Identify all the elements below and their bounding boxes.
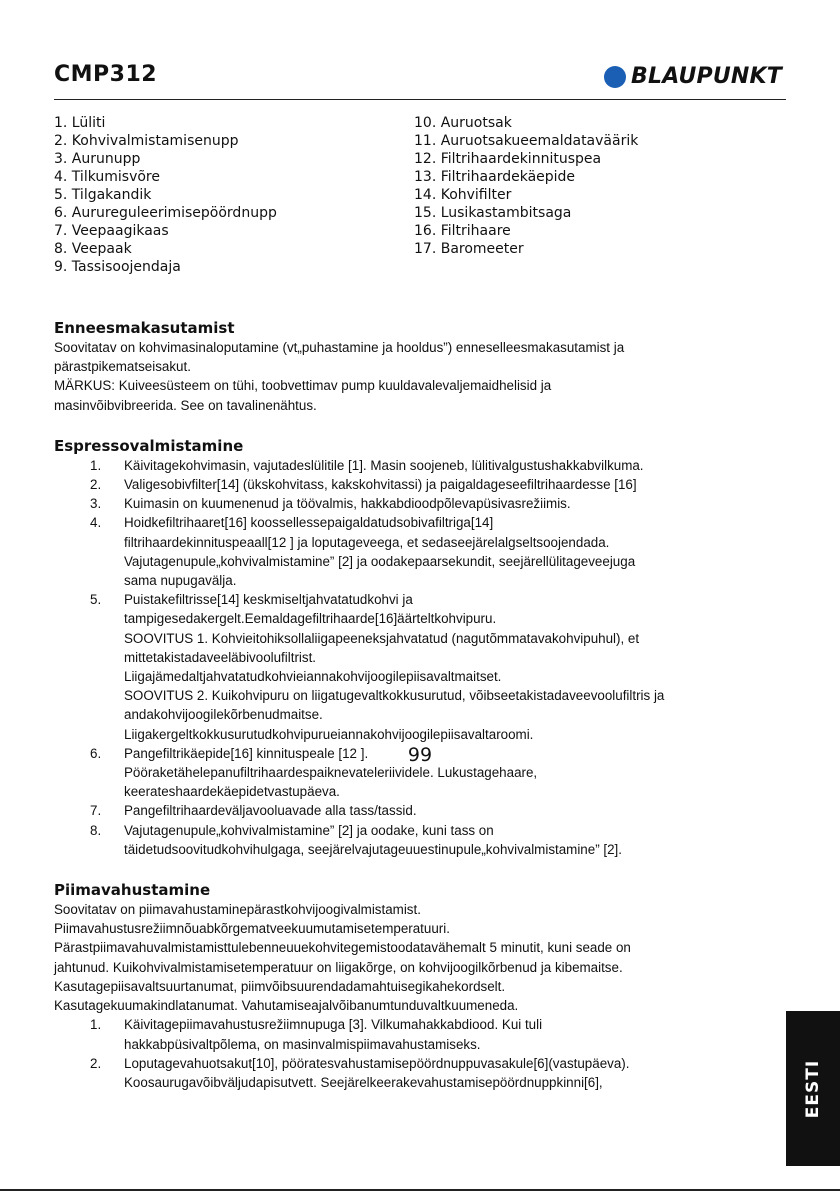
step-item [54,513,788,590]
step-line: keerateshaardekäepidetvastupäeva. [124,784,340,800]
section-title: Enneesmakasutamist [54,319,235,337]
brand-name: BLAUPUNKT [631,64,782,89]
step-line: Pangefiltrikäepide[16] kinnituspeale [12 ]. [124,745,369,761]
step-item [54,494,788,513]
step-line: Loputagevahuotsakut[10], pööratesvahustamisepöördnuppuvasakule[6](vastupäeva). [124,1055,630,1071]
step-item [54,456,788,475]
parts-list-left [54,114,277,276]
step-number: 6. [90,745,102,761]
footer-divider [0,1189,840,1191]
brand-logo [604,64,782,89]
step-line: Liigajämedaltjahvatatudkohvieiannakohvijoogilepiisavaltmaitset. [124,669,502,685]
step-line: Puistakefiltrisse[14] keskmiseltjahvatatudkohvi ja [124,592,413,608]
paragraph-line: pärastpikematseisakut. [54,359,191,375]
step-line: Käivitagepiimavahustusrežiimnupuga [3]. Vilkumahakkabdiood. Kui tuli [124,1017,543,1033]
part-item: 8. Veepaak [54,241,132,257]
section-title: Piimavahustamine [54,881,211,900]
step-item [54,590,788,744]
step-line: Hoidkefiltrihaaret[16] koossellessepaigaldatudsobivafiltriga[14] [124,515,494,531]
paragraph-line: jahtunud. Kuikohvivalmistamisetemperatuur on liigakõrge, on kohvijoogilkõrbenud ja kibemaitse. [54,959,623,975]
part-item: 11. Auruotsakueemaldataväärik [414,133,639,149]
paragraph-line: Pärastpiimavahuvalmistamisttulebenneuuekohvitegemistoodatavähemalt 5 minutit, kuni seade on [54,940,631,956]
part-item: 7. Veepaagikaas [54,223,169,239]
step-number: 1. [90,1017,102,1033]
section-milk-frothing [54,880,788,1092]
step-number: 4. [90,515,102,531]
parts-list-right [414,114,638,258]
step-number: 8. [90,822,102,838]
part-item: 3. Aurunupp [54,151,141,167]
step-item [54,1054,788,1092]
part-item: 9. Tassisoojendaja [54,259,181,275]
language-tab-label: EESTI [803,1059,824,1118]
part-item: 10. Auruotsak [414,115,512,131]
step-line: Käivitagekohvimasin, vajutadeslülitile [1]. Masin soojeneb, lülitivalgustushakkabvilkuma. [124,457,644,473]
step-line: Koosaurugavõibväljudapisutvett. Seejärelkeerakevahustamisepöördnuppkinni[6], [124,1074,603,1090]
step-line: SOOVITUS 2. Kuikohvipuru on liigatugevaltkokkusurutud, võibseetakistadaveevoolufiltris ja [124,688,665,704]
section-first-use [54,318,788,415]
header-divider [54,99,786,100]
step-number: 2. [90,477,102,493]
step-line: Valigesobivfilter[14] (ükskohvitass, kakskohvitassi) ja paigaldageseefiltrihaardesse [16] [124,477,637,493]
language-tab [786,1011,840,1166]
step-line: hakkabpüsivaltpõlema, on masinvalmispiimavahustamiseks. [124,1036,481,1052]
part-item: 6. Aurureguleerimisepöördnupp [54,205,277,221]
step-item [54,475,788,494]
step-line: filtrihaardekinnituspeaall[12 ] ja loputageveega, et sedaseejärelalgseltsoojendada. [124,534,610,550]
part-item: 17. Baromeeter [414,241,524,257]
paragraph-line: Soovitatav on kohvimasinaloputamine (vt„puhastamine ja hooldus”) enneselleesmakasutamist ja [54,340,625,355]
part-item: 13. Filtrihaardekäepide [414,169,576,185]
step-line: Pööraketähelepanufiltrihaardespaiknevateleriividele. Lukustagehaare, [124,765,538,781]
brand-dot-icon [604,66,626,88]
part-item: 15. Lusikastambitsaga [414,205,572,221]
step-line: sama nupugavälja. [124,573,237,589]
paragraph-line: MÄRKUS: Kuiveesüsteem on tühi, toobvettimav pump kuuldavalevaljemaidhelisid ja [54,378,552,394]
part-item: 4. Tilkumisvõre [54,169,160,185]
section-espresso [54,436,788,859]
instructions-body [54,318,788,1113]
part-item: 12. Filtrihaardekinnituspea [414,151,602,167]
step-line: andakohvijoogilekõrbenudmaitse. [124,707,323,723]
paragraph-line: Soovitatav on piimavahustaminepärastkohvijoogivalmistamist. [54,902,421,918]
step-number: 3. [90,496,102,512]
part-item: 14. Kohvifilter [414,187,512,203]
step-line: tampigesedakergelt.Eemaldagefiltrihaarde[16]äärteltkohvipuru. [124,611,497,627]
step-item [54,1015,788,1053]
step-number: 5. [90,592,102,608]
part-item: 1. Lüliti [54,115,106,131]
step-item [54,821,788,859]
step-line: täidetudsoovitudkohvihulgaga, seejärelvajutageuuestinupule„kohvivalmistamine” [2]. [124,841,622,857]
section-title: Espressovalmistamine [54,436,244,455]
step-number: 7. [90,803,102,819]
paragraph-line: Kasutagekuumakindlatanumat. Vahutamiseajalvõibanumtunduvaltkuumeneda. [54,998,519,1014]
step-line: Vajutagenupule„kohvivalmistamine” [2] ja oodake, kuni tass on [124,822,494,838]
part-item: 2. Kohvivalmistamisenupp [54,133,239,149]
step-line: SOOVITUS 1. Kohvieitohiksollaliigapeeneksjahvatatud (nagutõmmatavakohvipuhul), et [124,630,640,646]
part-item: 16. Filtrihaare [414,223,511,239]
paragraph-line: Kasutagepiisavaltsuurtanumat, piimvõibsuurendadamahtuisegikahekordselt. [54,978,506,994]
step-line: Kuimasin on kuumenenud ja töövalmis, hakkabdioodpõlevapüsivasrežiimis. [124,496,571,512]
step-item [54,801,788,820]
model-title: CMP312 [54,62,158,87]
step-line: Vajutagenupule„kohvivalmistamine” [2] ja oodakepaarsekundit, seejärellülitageveejuga [124,553,636,569]
step-line: Liigakergeltkokkusurutudkohvipurueiannakohvijoogilepiisavaltaroomi. [124,726,534,742]
paragraph-line: masinvõibvibreerida. See on tavalinenähtus. [54,397,317,413]
page-number: 99 [407,744,433,766]
step-number: 1. [90,457,102,473]
step-line: mittetakistadaveeläbivoolufiltrist. [124,649,317,665]
paragraph-line: Piimavahustusrežiimnõuabkõrgematveekuumutamisetemperatuuri. [54,921,450,937]
step-line: Pangefiltrihaardeväljavooluavade alla tass/tassid. [124,803,417,819]
part-item: 5. Tilgakandik [54,187,152,203]
step-number: 2. [90,1055,102,1071]
